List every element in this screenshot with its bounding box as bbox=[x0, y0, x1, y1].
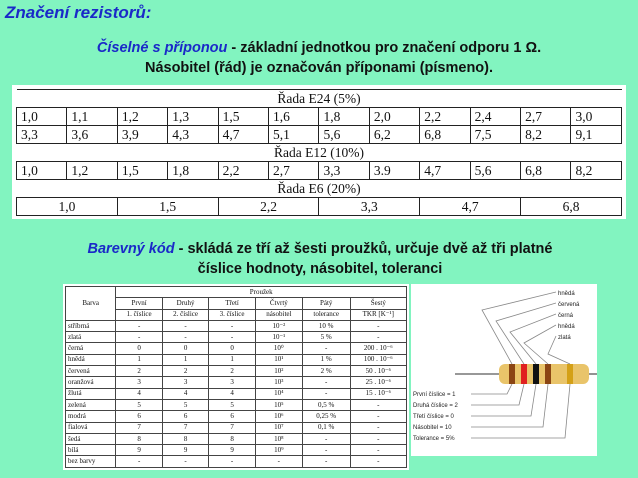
col-subheader-1: 1. číslice bbox=[116, 309, 162, 320]
color-cell-c1: 4 bbox=[116, 388, 162, 399]
color-cell-name: bez barvy bbox=[66, 456, 116, 467]
color-row bbox=[66, 332, 407, 343]
series-cell: 4,7 bbox=[420, 162, 470, 180]
color-cell-name: šedá bbox=[66, 433, 116, 444]
band-label: černá bbox=[558, 313, 574, 319]
color-row bbox=[66, 422, 407, 433]
legend-item: Tolerance = 5% bbox=[413, 436, 455, 442]
color-row bbox=[66, 354, 407, 365]
color-cell-c2: 4 bbox=[162, 388, 208, 399]
col-header-1: První bbox=[116, 298, 162, 309]
color-cell-c3: 5 bbox=[209, 399, 255, 410]
e6-row bbox=[17, 198, 622, 216]
series-cell: 1,1 bbox=[67, 108, 117, 126]
color-code-table bbox=[65, 286, 407, 468]
series-cell: 4,7 bbox=[420, 198, 521, 216]
color-row bbox=[66, 343, 407, 354]
color-cell-c3: 3 bbox=[209, 377, 255, 388]
color-cell-c2: 7 bbox=[162, 422, 208, 433]
color-cell-mult: 10¹ bbox=[255, 354, 302, 365]
color-cell-tol: 0,5 % bbox=[302, 399, 350, 410]
color-row bbox=[66, 366, 407, 377]
col-header-group: Proužek bbox=[116, 287, 407, 298]
color-cell-tk: 25 . 10⁻⁶ bbox=[350, 377, 406, 388]
series-cell: 2,7 bbox=[269, 162, 319, 180]
series-cell: 5,6 bbox=[319, 126, 369, 144]
series-cell: 6,8 bbox=[420, 126, 470, 144]
color-row bbox=[66, 320, 407, 331]
color-cell-tol: 10 % bbox=[302, 320, 350, 331]
color-cell-mult: - bbox=[255, 456, 302, 467]
col-header-5: Pátý bbox=[302, 298, 350, 309]
color-cell-c2: 9 bbox=[162, 445, 208, 456]
color-cell-c1: - bbox=[116, 320, 162, 331]
color-cell-name: žlutá bbox=[66, 388, 116, 399]
band-label: zlatá bbox=[558, 335, 571, 341]
color-cell-c3: 1 bbox=[209, 354, 255, 365]
color-cell-c1: 7 bbox=[116, 422, 162, 433]
e24-row-2 bbox=[17, 126, 622, 144]
color-cell-tol: - bbox=[302, 388, 350, 399]
series-cell: 3,3 bbox=[319, 198, 420, 216]
color-cell-mult: 10⁶ bbox=[255, 411, 302, 422]
color-cell-name: černá bbox=[66, 343, 116, 354]
color-code-table-panel bbox=[63, 284, 409, 470]
e24-title: Řada E24 (5%) bbox=[17, 90, 622, 108]
color-cell-mult: 10⁴ bbox=[255, 388, 302, 399]
color-code-line1: - skládá ze tří až šesti proužků, určuje dvě až tři platné bbox=[174, 241, 553, 257]
color-cell-name: červená bbox=[66, 366, 116, 377]
color-cell-tol: 0,25 % bbox=[302, 411, 350, 422]
color-cell-c1: 8 bbox=[116, 433, 162, 444]
color-cell-name: modrá bbox=[66, 411, 116, 422]
color-cell-name: zelená bbox=[66, 399, 116, 410]
color-row bbox=[66, 377, 407, 388]
e6-title: Řada E6 (20%) bbox=[17, 180, 622, 198]
series-cell: 1,3 bbox=[168, 108, 218, 126]
e12-row bbox=[17, 162, 622, 180]
series-cell: 1,0 bbox=[17, 108, 67, 126]
series-cell: 5,1 bbox=[269, 126, 319, 144]
color-cell-tk: - bbox=[350, 320, 406, 331]
color-row bbox=[66, 445, 407, 456]
color-cell-c1: 2 bbox=[116, 366, 162, 377]
color-row bbox=[66, 399, 407, 410]
color-cell-c3: 9 bbox=[209, 445, 255, 456]
e24-row-1 bbox=[17, 108, 622, 126]
band-label: červená bbox=[558, 302, 580, 308]
color-cell-c2: 0 bbox=[162, 343, 208, 354]
color-cell-tk: 100 . 10⁻⁶ bbox=[350, 354, 406, 365]
legend-item: Násobitel = 10 bbox=[413, 425, 452, 431]
color-cell-c3: 8 bbox=[209, 433, 255, 444]
series-cell: 1,2 bbox=[67, 162, 117, 180]
color-cell-c1: 6 bbox=[116, 411, 162, 422]
color-cell-c3: 6 bbox=[209, 411, 255, 422]
series-cell: 3,9 bbox=[117, 126, 167, 144]
resistor-band bbox=[521, 364, 527, 384]
col-header-2: Druhý bbox=[162, 298, 208, 309]
series-cell: 6,8 bbox=[521, 162, 571, 180]
color-cell-tol: 0,1 % bbox=[302, 422, 350, 433]
series-cell: 1,2 bbox=[117, 108, 167, 126]
color-row bbox=[66, 388, 407, 399]
color-cell-c3: 0 bbox=[209, 343, 255, 354]
color-cell-name: fialová bbox=[66, 422, 116, 433]
series-cell: 1,8 bbox=[168, 162, 218, 180]
series-cell: 3.9 bbox=[369, 162, 419, 180]
series-cell: 1,5 bbox=[117, 162, 167, 180]
color-cell-tk: - bbox=[350, 332, 406, 343]
series-cell: 3,0 bbox=[571, 108, 622, 126]
intro-emphasis: Číselné s příponou bbox=[96, 40, 228, 56]
color-cell-mult: 10⁷ bbox=[255, 422, 302, 433]
color-cell-mult: 10⁻¹ bbox=[255, 332, 302, 343]
resistor-diagram bbox=[411, 284, 597, 456]
color-cell-mult: 10⁵ bbox=[255, 399, 302, 410]
color-cell-c1: 1 bbox=[116, 354, 162, 365]
legend-line bbox=[471, 384, 570, 438]
color-cell-c3: - bbox=[209, 332, 255, 343]
series-cell: 3,3 bbox=[17, 126, 67, 144]
color-cell-tk: - bbox=[350, 411, 406, 422]
e-series-table bbox=[16, 89, 622, 216]
color-cell-c2: - bbox=[162, 456, 208, 467]
color-cell-tol: - bbox=[302, 456, 350, 467]
color-cell-c2: 1 bbox=[162, 354, 208, 365]
legend-item: První číslice = 1 bbox=[413, 392, 456, 398]
color-cell-mult: 10² bbox=[255, 366, 302, 377]
resistor-band bbox=[545, 364, 551, 384]
legend-item: Druhá číslice = 2 bbox=[413, 403, 458, 409]
series-cell: 4,3 bbox=[168, 126, 218, 144]
series-cell: 1,6 bbox=[269, 108, 319, 126]
color-cell-tk: 200 . 10⁻⁶ bbox=[350, 343, 406, 354]
color-row bbox=[66, 411, 407, 422]
col-subheader-5: tolerance bbox=[302, 309, 350, 320]
color-cell-name: zlatá bbox=[66, 332, 116, 343]
color-cell-c3: 7 bbox=[209, 422, 255, 433]
e-series-table-panel bbox=[12, 85, 626, 219]
page-title: Značení rezistorů: bbox=[5, 3, 152, 22]
color-cell-c3: 2 bbox=[209, 366, 255, 377]
color-cell-mult: 10⁹ bbox=[255, 445, 302, 456]
band-label-line bbox=[482, 292, 556, 364]
series-cell: 2,4 bbox=[470, 108, 520, 126]
color-cell-c2: 2 bbox=[162, 366, 208, 377]
color-cell-c2: 3 bbox=[162, 377, 208, 388]
color-cell-c3: - bbox=[209, 456, 255, 467]
series-cell: 6,8 bbox=[521, 198, 622, 216]
color-cell-mult: 10⁰ bbox=[255, 343, 302, 354]
color-cell-c1: 0 bbox=[116, 343, 162, 354]
resistor-band bbox=[567, 364, 573, 384]
col-header-barva: Barva bbox=[66, 287, 116, 321]
color-cell-c2: 6 bbox=[162, 411, 208, 422]
intro-line2: Násobitel (řád) je označován příponami (písmeno). bbox=[144, 60, 494, 76]
series-cell: 3,3 bbox=[319, 162, 369, 180]
color-cell-tk: 50 . 10⁻⁶ bbox=[350, 366, 406, 377]
band-labels bbox=[482, 291, 580, 364]
color-code-line2: číslice hodnoty, násobitel, toleranci bbox=[197, 261, 443, 277]
intro-text bbox=[20, 38, 618, 78]
color-cell-tol: - bbox=[302, 445, 350, 456]
intro-line1: - základní jednotkou pro značení odporu 1 Ω. bbox=[227, 40, 542, 56]
e12-title: Řada E12 (10%) bbox=[17, 144, 622, 162]
series-cell: 1,5 bbox=[117, 198, 218, 216]
color-cell-tol: 5 % bbox=[302, 332, 350, 343]
resistor-band bbox=[533, 364, 539, 384]
color-cell-c2: - bbox=[162, 320, 208, 331]
color-cell-tol: 2 % bbox=[302, 366, 350, 377]
color-cell-tk: - bbox=[350, 445, 406, 456]
series-cell: 1,0 bbox=[17, 198, 118, 216]
color-cell-c2: 5 bbox=[162, 399, 208, 410]
color-cell-tk: - bbox=[350, 422, 406, 433]
band-label: hnědá bbox=[558, 324, 575, 330]
series-cell: 7,5 bbox=[470, 126, 520, 144]
series-cell: 2,2 bbox=[420, 108, 470, 126]
color-cell-c1: 5 bbox=[116, 399, 162, 410]
color-cell-name: stříbrná bbox=[66, 320, 116, 331]
band-label-line bbox=[510, 314, 556, 364]
color-cell-name: oranžová bbox=[66, 377, 116, 388]
legend-item: Třetí číslice = 0 bbox=[413, 414, 454, 420]
color-cell-c1: - bbox=[116, 332, 162, 343]
color-cell-tol: - bbox=[302, 343, 350, 354]
color-cell-tol: - bbox=[302, 433, 350, 444]
series-cell: 2,2 bbox=[218, 162, 268, 180]
col-subheader-4: násobitel bbox=[255, 309, 302, 320]
color-cell-name: bílá bbox=[66, 445, 116, 456]
color-cell-tol: - bbox=[302, 377, 350, 388]
color-cell-mult: 10⁸ bbox=[255, 433, 302, 444]
band-legend bbox=[413, 384, 570, 442]
band-label-line bbox=[524, 325, 556, 364]
series-cell: 8,2 bbox=[521, 126, 571, 144]
resistor-diagram-svg bbox=[411, 284, 597, 456]
series-cell: 2,2 bbox=[218, 198, 319, 216]
color-cell-c3: 4 bbox=[209, 388, 255, 399]
color-cell-c1: - bbox=[116, 456, 162, 467]
color-cell-c2: - bbox=[162, 332, 208, 343]
color-code-text bbox=[22, 239, 618, 279]
col-header-4: Čtvrtý bbox=[255, 298, 302, 309]
series-cell: 8,2 bbox=[571, 162, 622, 180]
resistor-band bbox=[509, 364, 515, 384]
legend-line bbox=[471, 384, 548, 427]
color-cell-mult: 10⁻² bbox=[255, 320, 302, 331]
series-cell: 4,7 bbox=[218, 126, 268, 144]
color-code-table-body bbox=[66, 320, 407, 467]
series-cell: 1,5 bbox=[218, 108, 268, 126]
color-cell-tk: - bbox=[350, 399, 406, 410]
color-cell-mult: 10³ bbox=[255, 377, 302, 388]
col-subheader-6: TKR [K⁻¹] bbox=[350, 309, 406, 320]
series-cell: 3,6 bbox=[67, 126, 117, 144]
color-cell-name: hnědá bbox=[66, 354, 116, 365]
series-cell: 2,0 bbox=[369, 108, 419, 126]
color-cell-tol: 1 % bbox=[302, 354, 350, 365]
color-cell-c1: 9 bbox=[116, 445, 162, 456]
band-label: hnědá bbox=[558, 291, 575, 297]
series-cell: 2,7 bbox=[521, 108, 571, 126]
color-cell-tk: - bbox=[350, 433, 406, 444]
col-subheader-3: 3. číslice bbox=[209, 309, 255, 320]
legend-line bbox=[471, 384, 536, 416]
series-cell: 1,8 bbox=[319, 108, 369, 126]
col-header-3: Třetí bbox=[209, 298, 255, 309]
series-cell: 6,2 bbox=[369, 126, 419, 144]
color-cell-c1: 3 bbox=[116, 377, 162, 388]
color-cell-c3: - bbox=[209, 320, 255, 331]
color-cell-tk: - bbox=[350, 456, 406, 467]
series-cell: 5,6 bbox=[470, 162, 520, 180]
legend-line bbox=[471, 384, 524, 405]
legend-line bbox=[471, 384, 512, 394]
series-cell: 9,1 bbox=[571, 126, 622, 144]
color-cell-tk: 15 . 10⁻⁶ bbox=[350, 388, 406, 399]
color-code-emphasis: Barevný kód bbox=[87, 241, 175, 257]
color-cell-c2: 8 bbox=[162, 433, 208, 444]
band-label-line bbox=[496, 303, 556, 364]
color-row bbox=[66, 456, 407, 467]
col-subheader-2: 2. číslice bbox=[162, 309, 208, 320]
color-row bbox=[66, 433, 407, 444]
col-header-6: Šestý bbox=[350, 298, 406, 309]
series-cell: 1,0 bbox=[17, 162, 67, 180]
